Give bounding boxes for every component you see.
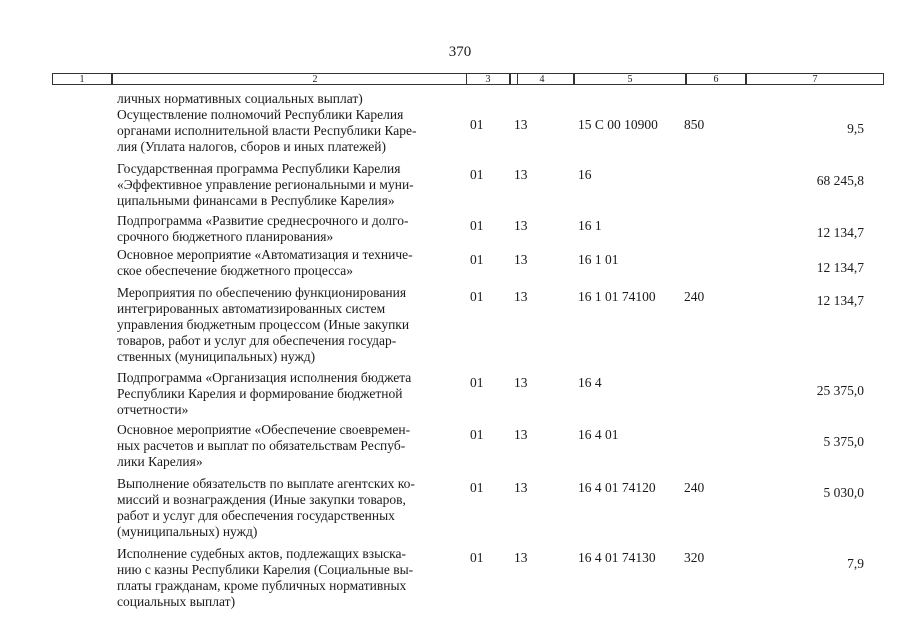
row-target-code: 16 4 xyxy=(578,375,602,390)
row-expense-type: 240 xyxy=(684,480,705,495)
row-amount: 12 134,7 xyxy=(816,293,864,308)
row-target-code: 15 С 00 10900 xyxy=(578,117,658,132)
row-section: 01 xyxy=(470,117,484,132)
row-amount: 12 134,7 xyxy=(816,260,864,275)
row-name: личных нормативных социальных выплат) xyxy=(117,91,363,106)
row-target-code: 16 4 01 74130 xyxy=(578,550,656,565)
row-name: Государственная программа Республики Карелия «Эффективное управление региональными и муни- ципальными финансами в Республике Карелия» xyxy=(117,161,414,208)
row-subsection: 13 xyxy=(514,550,528,565)
row-section: 01 xyxy=(470,289,484,304)
header-cell-6: 6 xyxy=(686,73,746,85)
row-section: 01 xyxy=(470,427,484,442)
row-subsection: 13 xyxy=(514,117,528,132)
row-expense-type: 850 xyxy=(684,117,705,132)
row-name: Исполнение судебных актов, подлежащих взыска- нию с казны Республики Карелия (Социальные вы- платы гражданам, кроме публичных нормативных социальных выплат) xyxy=(117,546,414,609)
row-name: Основное мероприятие «Автоматизация и техниче- ское обеспечение бюджетного процесса» xyxy=(117,247,413,278)
row-section: 01 xyxy=(470,375,484,390)
row-name: Основное мероприятие «Обеспечение своевремен- ных расчетов и выплат по обязательствам Респуб- лики Карелия» xyxy=(117,422,411,469)
row-target-code: 16 xyxy=(578,167,592,182)
row-subsection: 13 xyxy=(514,375,528,390)
header-cell-3: 3 xyxy=(466,73,510,85)
row-section: 01 xyxy=(470,167,484,182)
row-amount: 12 134,7 xyxy=(816,225,864,240)
row-target-code: 16 4 01 xyxy=(578,427,619,442)
row-section: 01 xyxy=(470,480,484,495)
row-target-code: 16 1 xyxy=(578,218,602,233)
row-subsection: 13 xyxy=(514,167,528,182)
row-amount: 9,5 xyxy=(847,121,864,136)
row-subsection: 13 xyxy=(514,289,528,304)
row-expense-type: 240 xyxy=(684,289,705,304)
row-subsection: 13 xyxy=(514,480,528,495)
header-cell-4: 4 xyxy=(510,73,574,85)
row-amount: 68 245,8 xyxy=(816,173,864,188)
page-number: 370 xyxy=(448,44,472,60)
row-section: 01 xyxy=(470,252,484,267)
header-cell-5: 5 xyxy=(574,73,686,85)
row-name: Подпрограмма «Развитие среднесрочного и долго- срочного бюджетного планирования» xyxy=(117,213,409,244)
row-amount: 5 375,0 xyxy=(823,434,864,449)
row-amount: 25 375,0 xyxy=(816,383,864,398)
row-target-code: 16 1 01 74100 xyxy=(578,289,656,304)
row-amount: 5 030,0 xyxy=(823,485,864,500)
table-header xyxy=(52,73,884,86)
row-name: Мероприятия по обеспечению функционирования интегрированных автоматизированных систем управления бюджетным процессом (Иные закупки товаров, работ и услуг для обеспечения государ- ственных (муниципальных) нужд) xyxy=(117,285,410,364)
row-expense-type: 320 xyxy=(684,550,705,565)
row-section: 01 xyxy=(470,218,484,233)
row-target-code: 16 4 01 74120 xyxy=(578,480,656,495)
header-cell-1: 1 xyxy=(52,73,112,85)
header-cell-7: 7 xyxy=(746,73,884,85)
row-subsection: 13 xyxy=(514,427,528,442)
row-name: Осуществление полномочий Республики Карелия органами исполнительной власти Республики Каре- лия (Уплата налогов, сборов и иных платежей) xyxy=(117,107,417,154)
row-target-code: 16 1 01 xyxy=(578,252,619,267)
row-amount: 7,9 xyxy=(847,556,864,571)
row-subsection: 13 xyxy=(514,218,528,233)
header-cell-2: 2 xyxy=(112,73,518,85)
row-subsection: 13 xyxy=(514,252,528,267)
row-name: Подпрограмма «Организация исполнения бюджета Республики Карелия и формирование бюджетной отчетности» xyxy=(117,370,412,417)
row-name: Выполнение обязательств по выплате агентских ко- миссий и вознаграждения (Иные закупки товаров, работ и услуг для обеспечения государственных (муниципальных) нужд) xyxy=(117,476,415,539)
row-section: 01 xyxy=(470,550,484,565)
